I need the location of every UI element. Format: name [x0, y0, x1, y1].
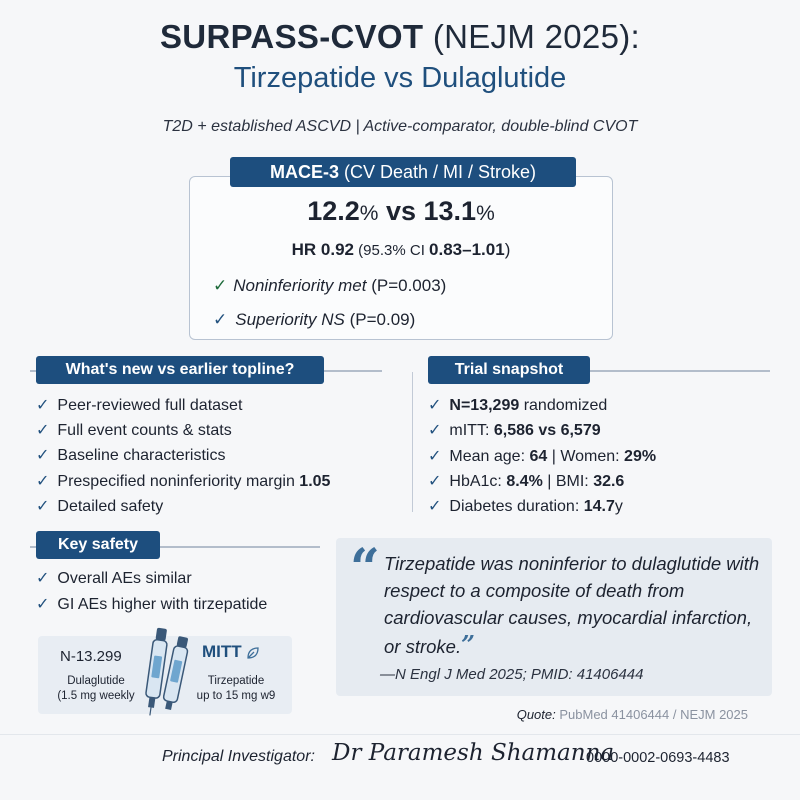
rate-tirzepatide: 12.2	[307, 196, 360, 226]
quote-citation: —N Engl J Med 2025; PMID: 41406444	[380, 666, 644, 683]
footer-rule	[0, 734, 800, 735]
hazard-ratio	[189, 240, 613, 260]
list-item: ✓ Mean age: 64 | Women: 29%	[428, 448, 657, 465]
list-item: ✓ Overall AEs similar	[36, 570, 192, 587]
list-item: ✓ Peer-reviewed full dataset	[36, 397, 243, 414]
sup-p: (P=0.09)	[344, 310, 416, 329]
list-item: ✓ N=13,299 randomized	[428, 397, 608, 414]
list-item: ✓ Full event counts & stats	[36, 422, 232, 439]
illus-n-label: N-13.299	[60, 648, 122, 665]
check-icon: ✓	[213, 310, 228, 329]
orcid-id: 0000-0002-0693-4483	[586, 750, 730, 766]
snapshot-heading: Trial snapshot	[428, 356, 590, 384]
check-icon: ✓	[36, 570, 50, 587]
hr-ci-values: 0.83–1.01	[429, 240, 505, 259]
check-icon: ✓	[36, 498, 50, 515]
sup-label: Superiority NS	[235, 310, 345, 329]
page-subtitle: T2D + established ASCVD | Active-comparator, double-blind CVOT	[162, 118, 638, 135]
page-title-line2: Tirzepatide vs Dulaglutide	[233, 62, 567, 94]
mace-heading-bold: MACE-3	[269, 162, 339, 182]
rate-pct-a: %	[359, 202, 379, 225]
list-item: ✓ Prespecified noninferiority margin 1.05	[36, 473, 331, 490]
leaf-icon	[246, 646, 260, 660]
column-divider	[412, 372, 413, 512]
list-item: ✓ mITT: 6,586 vs 6,579	[428, 422, 601, 439]
dulaglutide-caption: Dulaglutide (1.5 mg weekly	[57, 675, 135, 702]
pi-signature: Dr Paramesh Shamanna	[332, 740, 615, 766]
mace-rates	[189, 196, 613, 227]
list-item: ✓ HbA1c: 8.4% | BMI: 32.6	[428, 473, 625, 490]
injection-pen-icon	[143, 626, 189, 718]
rate-vs: vs	[378, 196, 424, 226]
quote-text: Tirzepatide was noninferior to dulaglutide with respect to a composite of death from cardiovascular causes, myocardial infarction, or stroke.”	[384, 553, 760, 659]
check-icon: ✓	[428, 473, 442, 490]
check-icon: ✓	[428, 448, 442, 465]
title-bold: SURPASS-CVOT	[160, 18, 424, 55]
list-item: ✓ Diabetes duration: 14.7y	[428, 498, 623, 515]
rate-pct-b: %	[476, 202, 495, 225]
quote-source: Quote: PubMed 41406444 / NEJM 2025	[516, 707, 748, 722]
check-icon: ✓	[36, 447, 50, 464]
title-light: (NEJM 2025):	[423, 18, 640, 55]
rate-dulaglutide: 13.1	[423, 196, 477, 226]
list-item: ✓ Detailed safety	[36, 498, 164, 515]
pi-label: Principal Investigator:	[162, 748, 315, 765]
hr-ci-prefix: (95.3% CI	[354, 242, 430, 259]
noninferiority-result	[213, 276, 446, 296]
noninf-p: (P=0.003)	[366, 276, 447, 295]
check-icon: ✓	[428, 397, 442, 414]
illus-mitt-label: MITT	[202, 642, 260, 662]
page-title	[0, 18, 800, 56]
tirzepatide-caption: Tirzepatide up to 15 mg w9	[196, 675, 276, 702]
whats-new-heading: What's new vs earlier topline?	[36, 356, 324, 384]
superiority-result	[213, 310, 415, 330]
check-icon: ✓	[36, 422, 50, 439]
open-quote-icon: “	[350, 538, 380, 599]
check-icon: ✓	[428, 498, 442, 515]
list-item: ✓ GI AEs higher with tirzepatide	[36, 596, 268, 613]
check-icon: ✓	[428, 422, 442, 439]
check-icon: ✓	[36, 397, 50, 414]
close-quote-icon: ”	[461, 630, 475, 659]
check-icon: ✓	[213, 276, 228, 295]
mace-heading	[230, 157, 576, 187]
hr-label: HR 0.92	[291, 240, 355, 259]
mace-heading-rest: (CV Death / MI / Stroke)	[338, 162, 537, 182]
key-safety-heading: Key safety	[36, 531, 160, 559]
check-icon: ✓	[36, 596, 50, 613]
check-icon: ✓	[36, 473, 50, 490]
hr-ci-suffix: )	[504, 240, 511, 259]
margin-value: 1.05	[299, 473, 331, 490]
noninf-label: Noninferiority met	[233, 276, 367, 295]
list-item: ✓ Baseline characteristics	[36, 447, 226, 464]
